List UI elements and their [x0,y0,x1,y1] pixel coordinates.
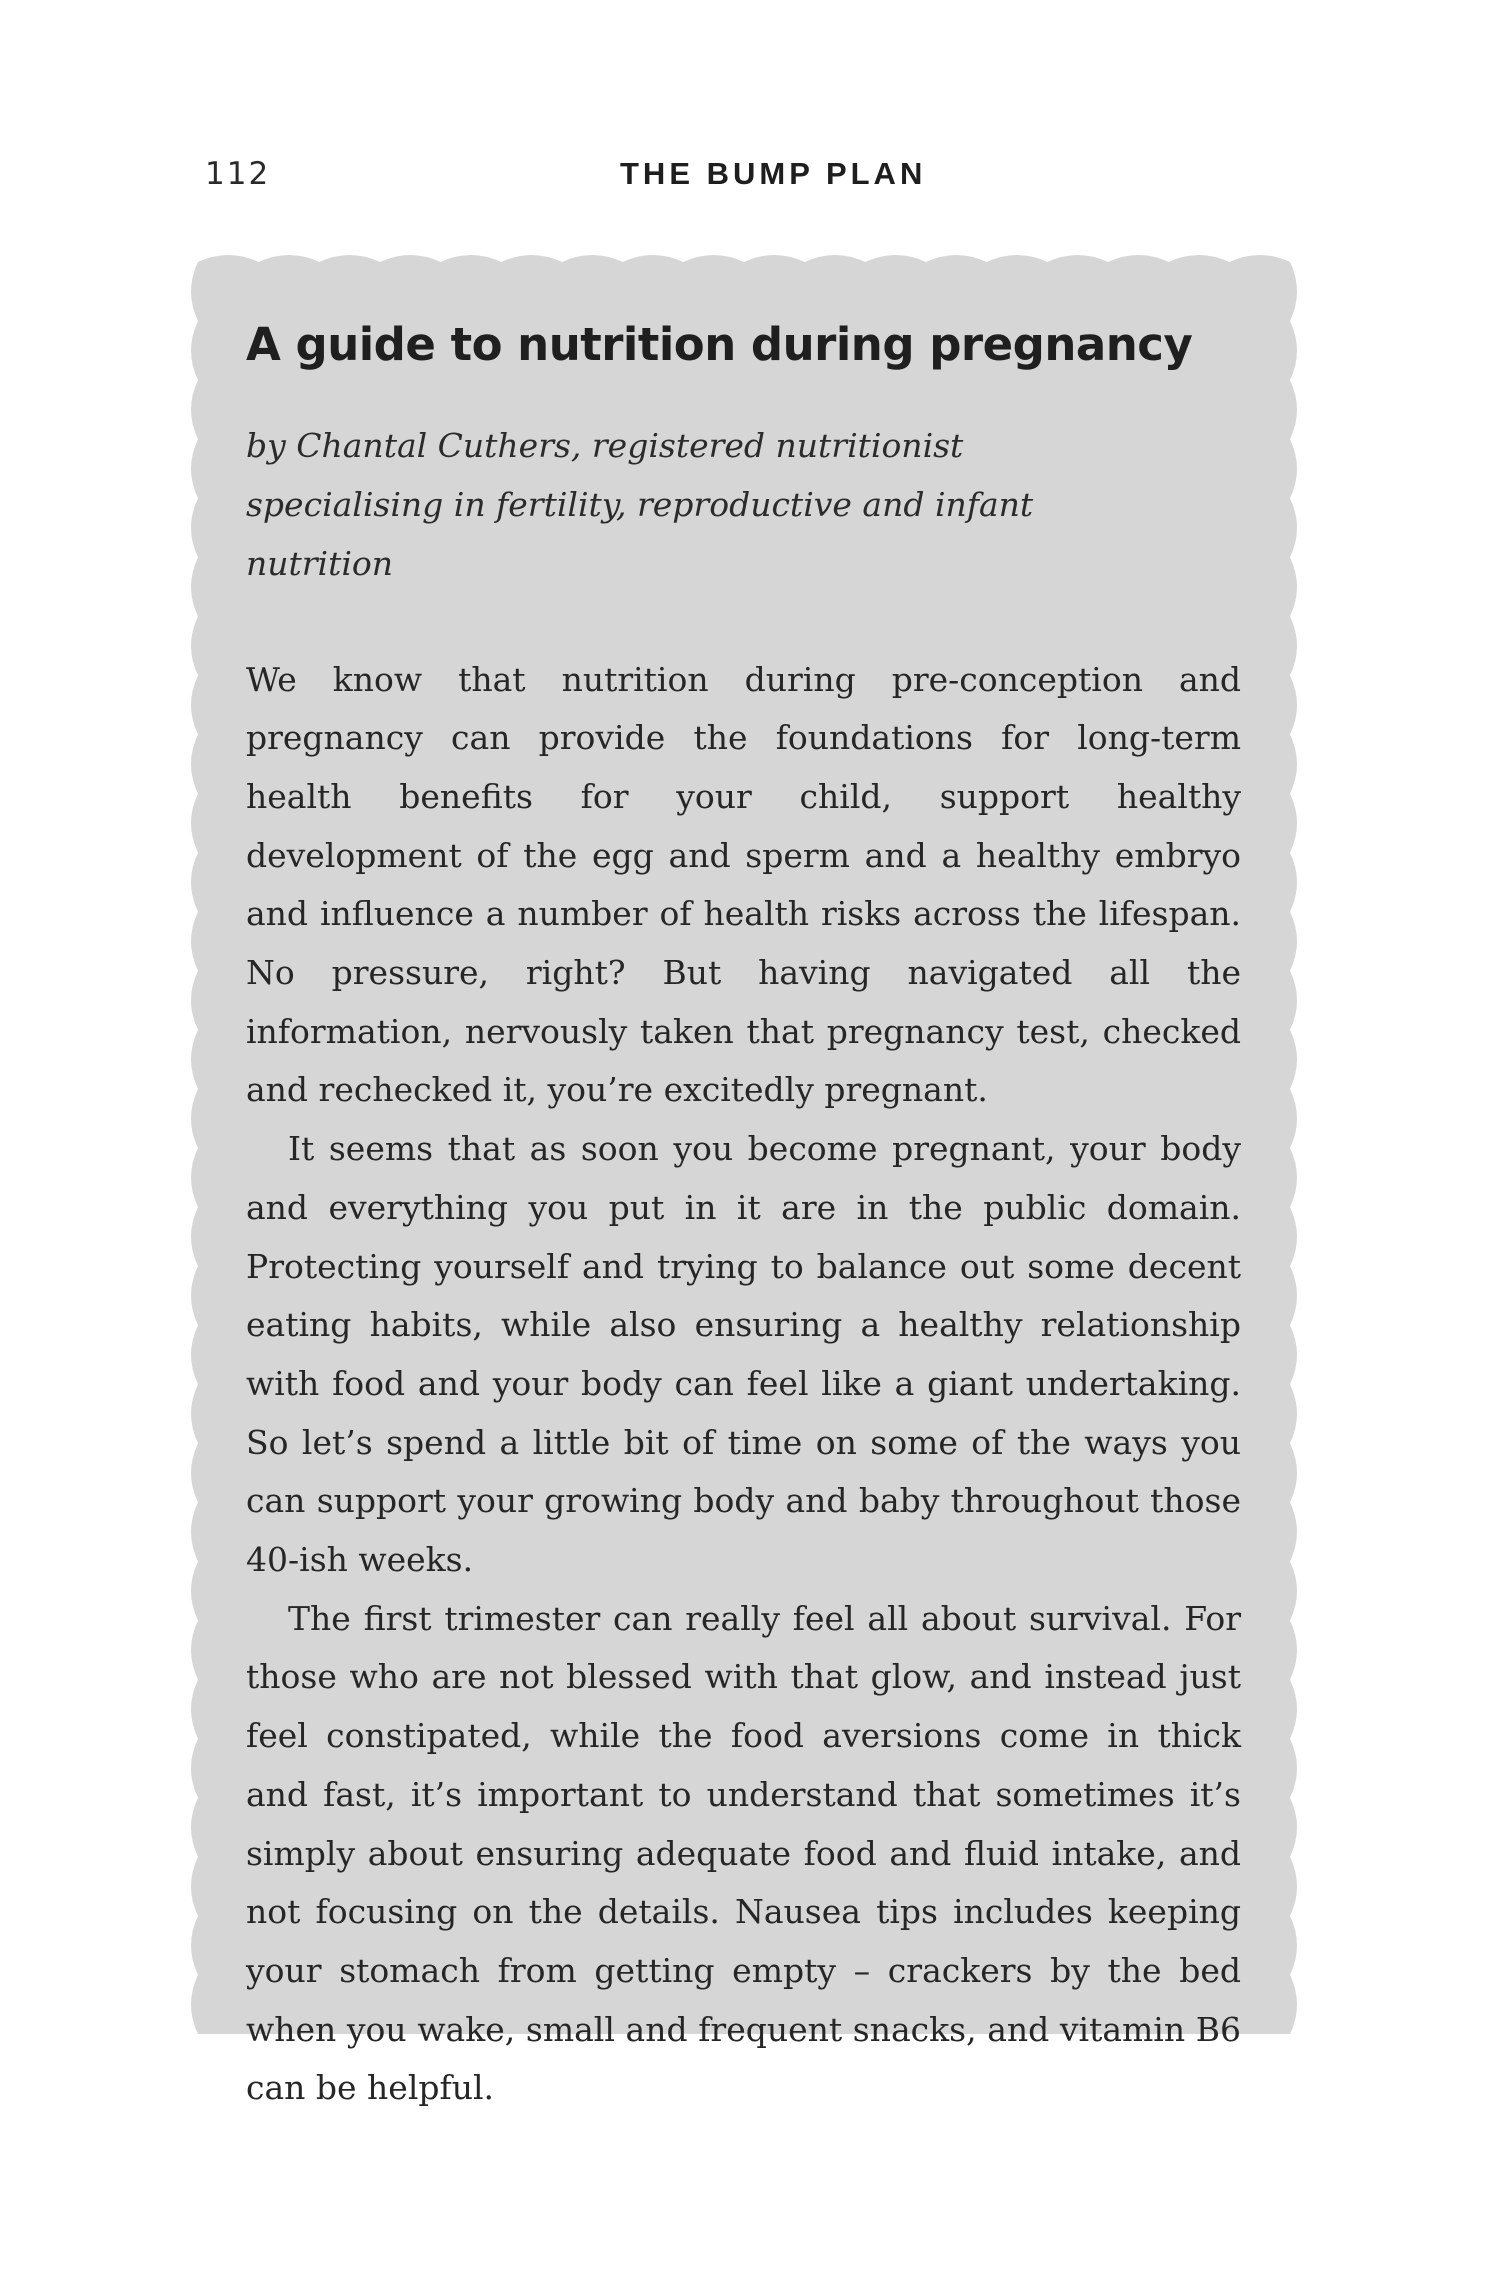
page-number: 112 [205,156,271,192]
running-title: THE BUMP PLAN [620,156,927,191]
byline: by Chantal Cuthers, registered nutritionist specialising in fertility, reproductive and infant nutrition [246,425,1034,583]
page-header [205,156,1295,200]
feature-box-content [246,320,1241,2118]
paragraph: It seems that as soon you become pregnant, your body and everything you put in it are in the public domain. Protecting yourself and trying to balance out some decent eating habits, while also ensuring a healthy relationship with food and your body can feel like a giant undertaking. So let’s spend a little bit of time on some of the ways you can support your growing body and baby throughout those 40-ish weeks. [246,1129,1241,1580]
body-text [246,651,1241,2119]
paragraph: The first trimester can really feel all about survival. For those who are not blessed with that glow, and instead just feel constipated, while the food aversions come in thick and fast, it’s important to understand that sometimes it’s simply about ensuring adequate food and fluid intake, and not focusing on the details. Nausea tips includes keeping your stomach from getting empty – crackers by the bed when you wake, small and frequent snacks, and vitamin B6 can be helpful. [246,1598,1241,2108]
paragraph: We know that nutrition during pre-conception and pregnancy can provide the foundations for long-term health benefits for your child, support healthy development of the egg and sperm and a healthy embryo and influence a number of health risks across the lifespan. No pressure, right? But having navigated all the information, nervously taken that pregnancy test, checked and rechecked it, you’re excitedly pregnant. [246,659,1241,1110]
feature-box [188,252,1300,2108]
box-heading: A guide to nutrition during pregnancy [246,318,1193,371]
